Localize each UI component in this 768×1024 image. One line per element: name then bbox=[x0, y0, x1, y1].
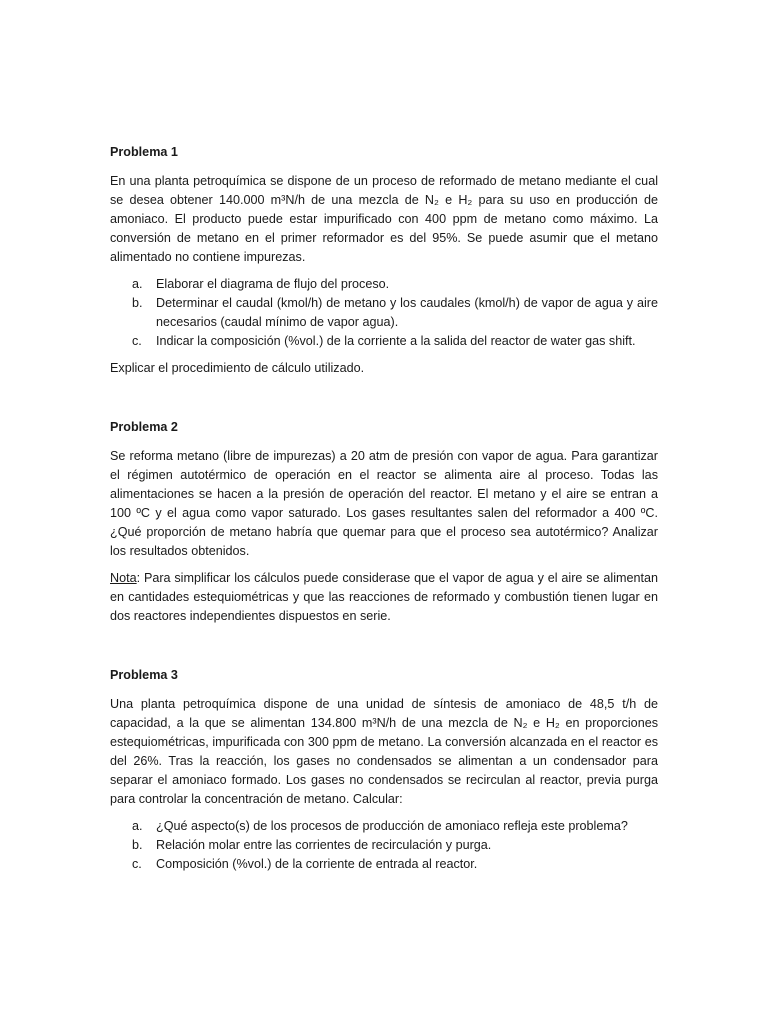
problem-2 bbox=[110, 418, 658, 626]
list-item-text: Composición (%vol.) de la corriente de entrada al reactor. bbox=[156, 857, 478, 871]
problem-1-closing: Explicar el procedimiento de cálculo utilizado. bbox=[110, 361, 365, 375]
note-text: : Para simplificar los cálculos puede considerase que el vapor de agua y el aire se alimentan en cantidades estequiométricas y que las reacciones de reformado y combustión tienen lugar en dos reactores independientes dispuestos en serie. bbox=[110, 571, 658, 623]
list-item bbox=[110, 332, 658, 351]
list-item bbox=[110, 817, 658, 836]
problem-2-title: Problema 2 bbox=[110, 420, 178, 434]
list-marker: a. bbox=[132, 277, 143, 291]
list-item-text: Determinar el caudal (kmol/h) de metano y los caudales (kmol/h) de vapor de agua y aire necesarios (caudal mínimo de vapor agua). bbox=[156, 296, 658, 329]
problem-2-note bbox=[110, 569, 658, 626]
list-item bbox=[110, 294, 658, 332]
list-marker: b. bbox=[132, 838, 143, 852]
note-label: Nota bbox=[110, 571, 137, 585]
list-item-text: Relación molar entre las corrientes de recirculación y purga. bbox=[156, 838, 492, 852]
document-page bbox=[110, 143, 658, 882]
problem-1-list bbox=[110, 275, 658, 351]
problem-1 bbox=[110, 143, 658, 378]
problem-3-title: Problema 3 bbox=[110, 668, 178, 682]
list-marker: a. bbox=[132, 819, 143, 833]
list-marker: b. bbox=[132, 296, 143, 310]
problem-2-statement: Se reforma metano (libre de impurezas) a 20 atm de presión con vapor de agua. Para garantizar el régimen autotérmico de operación en el reactor se alimenta aire al proceso. Todas las alimentaciones se hacen a la presión de operación del reactor. El metano y el aire se entran a 100 ºC y el agua como vapor saturado. Los gases resultantes salen del reformador a 400 ºC. ¿Qué proporción de metano habría que quemar para que el proceso sea autotérmico? Analizar los resultados obtenidos. bbox=[110, 449, 658, 558]
list-item-text: Elaborar el diagrama de flujo del proceso. bbox=[156, 277, 390, 291]
spacer bbox=[110, 634, 658, 666]
problem-1-statement: En una planta petroquímica se dispone de un proceso de reformado de metano mediante el cual se desea obtener 140.000 m³N/h de una mezcla de N₂ e H₂ para su uso en producción de amoniaco. El producto puede estar impurificado con 400 ppm de metano como máximo. La conversión de metano en el primer reformador es del 95%. Se puede asumir que el metano alimentado no contiene impurezas. bbox=[110, 174, 658, 264]
problem-3 bbox=[110, 666, 658, 874]
problem-3-statement: Una planta petroquímica dispone de una unidad de síntesis de amoniaco de 48,5 t/h de capacidad, a la que se alimentan 134.800 m³N/h de una mezcla de N₂ e H₂ en proporciones estequiométricas, impurificada con 300 ppm de metano. La conversión alcanzada en el reactor es del 26%. Tras la reacción, los gases no condensados se alimentan a un condensador para separar el amoniaco formado. Los gases no condensados se recirculan al reactor, previa purga para controlar la concentración de metano. Calcular: bbox=[110, 697, 658, 806]
list-item bbox=[110, 836, 658, 855]
spacer bbox=[110, 386, 658, 418]
list-item bbox=[110, 855, 658, 874]
list-item bbox=[110, 275, 658, 294]
list-marker: c. bbox=[132, 334, 142, 348]
problem-3-list bbox=[110, 817, 658, 874]
list-marker: c. bbox=[132, 857, 142, 871]
list-item-text: Indicar la composición (%vol.) de la corriente a la salida del reactor de water gas shift. bbox=[156, 334, 636, 348]
problem-1-title: Problema 1 bbox=[110, 145, 178, 159]
list-item-text: ¿Qué aspecto(s) de los procesos de producción de amoniaco refleja este problema? bbox=[156, 819, 628, 833]
